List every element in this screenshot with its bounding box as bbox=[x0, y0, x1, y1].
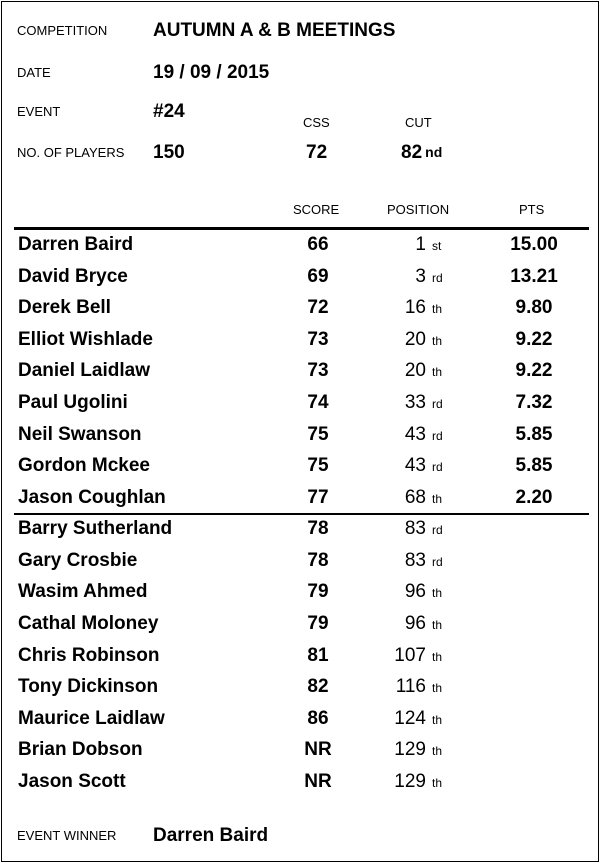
player-position: 20 bbox=[404, 360, 426, 381]
event-label: EVENT bbox=[17, 104, 61, 119]
competition-name: AUTUMN A & B MEETINGS bbox=[153, 20, 396, 41]
table-row bbox=[2, 392, 598, 423]
player-name: Gary Crosbie bbox=[18, 550, 138, 571]
position-suffix: th bbox=[432, 681, 443, 695]
player-name: Barry Sutherland bbox=[18, 518, 173, 539]
table-row bbox=[2, 550, 598, 581]
cut-suffix: nd bbox=[425, 144, 443, 160]
player-position: 107 bbox=[394, 645, 426, 666]
player-score: NR bbox=[304, 739, 332, 760]
player-position: 83 bbox=[404, 518, 426, 539]
player-points: 5.85 bbox=[515, 455, 553, 476]
table-row bbox=[2, 329, 598, 360]
table-row bbox=[2, 581, 598, 612]
player-score: 72 bbox=[307, 297, 329, 318]
competition-label: COMPETITION bbox=[17, 23, 108, 38]
cut-divider bbox=[14, 513, 589, 515]
css-value: 72 bbox=[306, 142, 328, 163]
position-suffix: th bbox=[432, 744, 443, 758]
player-position: 43 bbox=[404, 455, 426, 476]
player-position: 124 bbox=[394, 708, 426, 729]
player-position: 33 bbox=[404, 392, 426, 413]
player-points: 13.21 bbox=[510, 266, 558, 287]
player-score: 73 bbox=[307, 360, 329, 381]
player-name: Neil Swanson bbox=[18, 424, 142, 445]
position-suffix: th bbox=[432, 492, 443, 506]
player-name: Darren Baird bbox=[18, 234, 134, 255]
table-row bbox=[2, 645, 598, 676]
position-suffix: th bbox=[432, 776, 443, 790]
position-suffix: rd bbox=[432, 397, 443, 411]
player-score: 86 bbox=[307, 708, 329, 729]
table-row bbox=[2, 424, 598, 455]
cut-label: CUT bbox=[405, 115, 432, 130]
score-column-header: SCORE bbox=[293, 202, 340, 217]
player-name: Derek Bell bbox=[18, 297, 111, 318]
player-score: 78 bbox=[307, 550, 329, 571]
player-score: 77 bbox=[307, 487, 329, 508]
player-points: 7.32 bbox=[515, 392, 553, 413]
table-row bbox=[2, 234, 598, 265]
position-suffix: rd bbox=[432, 523, 443, 537]
results-card bbox=[1, 1, 599, 862]
position-suffix: th bbox=[432, 365, 443, 379]
player-points: 2.20 bbox=[515, 487, 553, 508]
position-suffix: rd bbox=[432, 460, 443, 474]
player-name: Cathal Moloney bbox=[18, 613, 159, 634]
player-score: 74 bbox=[307, 392, 329, 413]
table-row bbox=[2, 739, 598, 770]
table-row bbox=[2, 518, 598, 549]
header-divider bbox=[14, 227, 589, 230]
player-points: 9.80 bbox=[515, 297, 553, 318]
player-score: 81 bbox=[307, 645, 329, 666]
player-name: Daniel Laidlaw bbox=[18, 360, 150, 381]
player-name: Elliot Wishlade bbox=[18, 329, 153, 350]
date-label: DATE bbox=[17, 65, 51, 80]
player-position: 129 bbox=[394, 771, 426, 792]
player-points: 9.22 bbox=[515, 360, 553, 381]
player-position: 83 bbox=[404, 550, 426, 571]
players-value: 150 bbox=[153, 142, 185, 163]
pts-column-header: PTS bbox=[519, 202, 545, 217]
position-suffix: rd bbox=[432, 429, 443, 443]
player-position: 96 bbox=[404, 613, 426, 634]
player-name: Chris Robinson bbox=[18, 645, 160, 666]
table-row bbox=[2, 360, 598, 391]
player-name: Tony Dickinson bbox=[18, 676, 159, 697]
player-position: 16 bbox=[404, 297, 426, 318]
css-label: CSS bbox=[303, 115, 330, 130]
player-name: Jason Coughlan bbox=[18, 487, 166, 508]
table-row bbox=[2, 771, 598, 802]
table-row bbox=[2, 708, 598, 739]
player-score: 66 bbox=[307, 234, 329, 255]
player-score: 75 bbox=[307, 455, 329, 476]
cut-value: 82 nd bbox=[401, 142, 443, 163]
player-position: 96 bbox=[404, 581, 426, 602]
player-points: 5.85 bbox=[515, 424, 553, 445]
player-name: Brian Dobson bbox=[18, 739, 143, 760]
player-position: 20 bbox=[404, 329, 426, 350]
player-position: 116 bbox=[395, 676, 426, 697]
player-name: Jason Scott bbox=[18, 771, 126, 792]
player-score: 79 bbox=[307, 581, 329, 602]
position-suffix: th bbox=[432, 586, 443, 600]
player-score: 78 bbox=[307, 518, 329, 539]
table-row bbox=[2, 676, 598, 707]
player-points: 9.22 bbox=[515, 329, 553, 350]
player-score: 82 bbox=[307, 676, 329, 697]
position-suffix: th bbox=[432, 618, 443, 632]
table-row bbox=[2, 266, 598, 297]
player-name: Paul Ugolini bbox=[18, 392, 128, 413]
player-position: 43 bbox=[404, 424, 426, 445]
player-score: 73 bbox=[307, 329, 329, 350]
position-suffix: th bbox=[432, 713, 443, 727]
player-score: 79 bbox=[307, 613, 329, 634]
table-row bbox=[2, 297, 598, 328]
position-suffix: st bbox=[432, 239, 442, 253]
player-position: 1 bbox=[415, 234, 426, 255]
position-suffix: th bbox=[432, 302, 443, 316]
player-name: David Bryce bbox=[18, 266, 128, 287]
table-row bbox=[2, 613, 598, 644]
player-name: Wasim Ahmed bbox=[18, 581, 148, 602]
table-row bbox=[2, 455, 598, 486]
position-suffix: rd bbox=[432, 555, 443, 569]
players-label: NO. OF PLAYERS bbox=[17, 145, 125, 160]
position-suffix: th bbox=[432, 334, 443, 348]
date-value: 19 / 09 / 2015 bbox=[153, 62, 270, 83]
player-position: 68 bbox=[404, 487, 426, 508]
player-position: 3 bbox=[415, 266, 426, 287]
position-suffix: rd bbox=[432, 271, 443, 285]
player-points: 15.00 bbox=[510, 234, 558, 255]
player-score: NR bbox=[304, 771, 332, 792]
player-name: Maurice Laidlaw bbox=[18, 708, 165, 729]
winner-value: Darren Baird bbox=[153, 825, 269, 846]
player-position: 129 bbox=[394, 739, 426, 760]
position-column-header: POSITION bbox=[387, 202, 450, 217]
position-suffix: th bbox=[432, 650, 443, 664]
event-value: #24 bbox=[153, 101, 185, 122]
winner-label: EVENT WINNER bbox=[17, 828, 117, 843]
player-score: 69 bbox=[307, 266, 329, 287]
player-score: 75 bbox=[307, 424, 329, 445]
player-name: Gordon Mckee bbox=[18, 455, 150, 476]
